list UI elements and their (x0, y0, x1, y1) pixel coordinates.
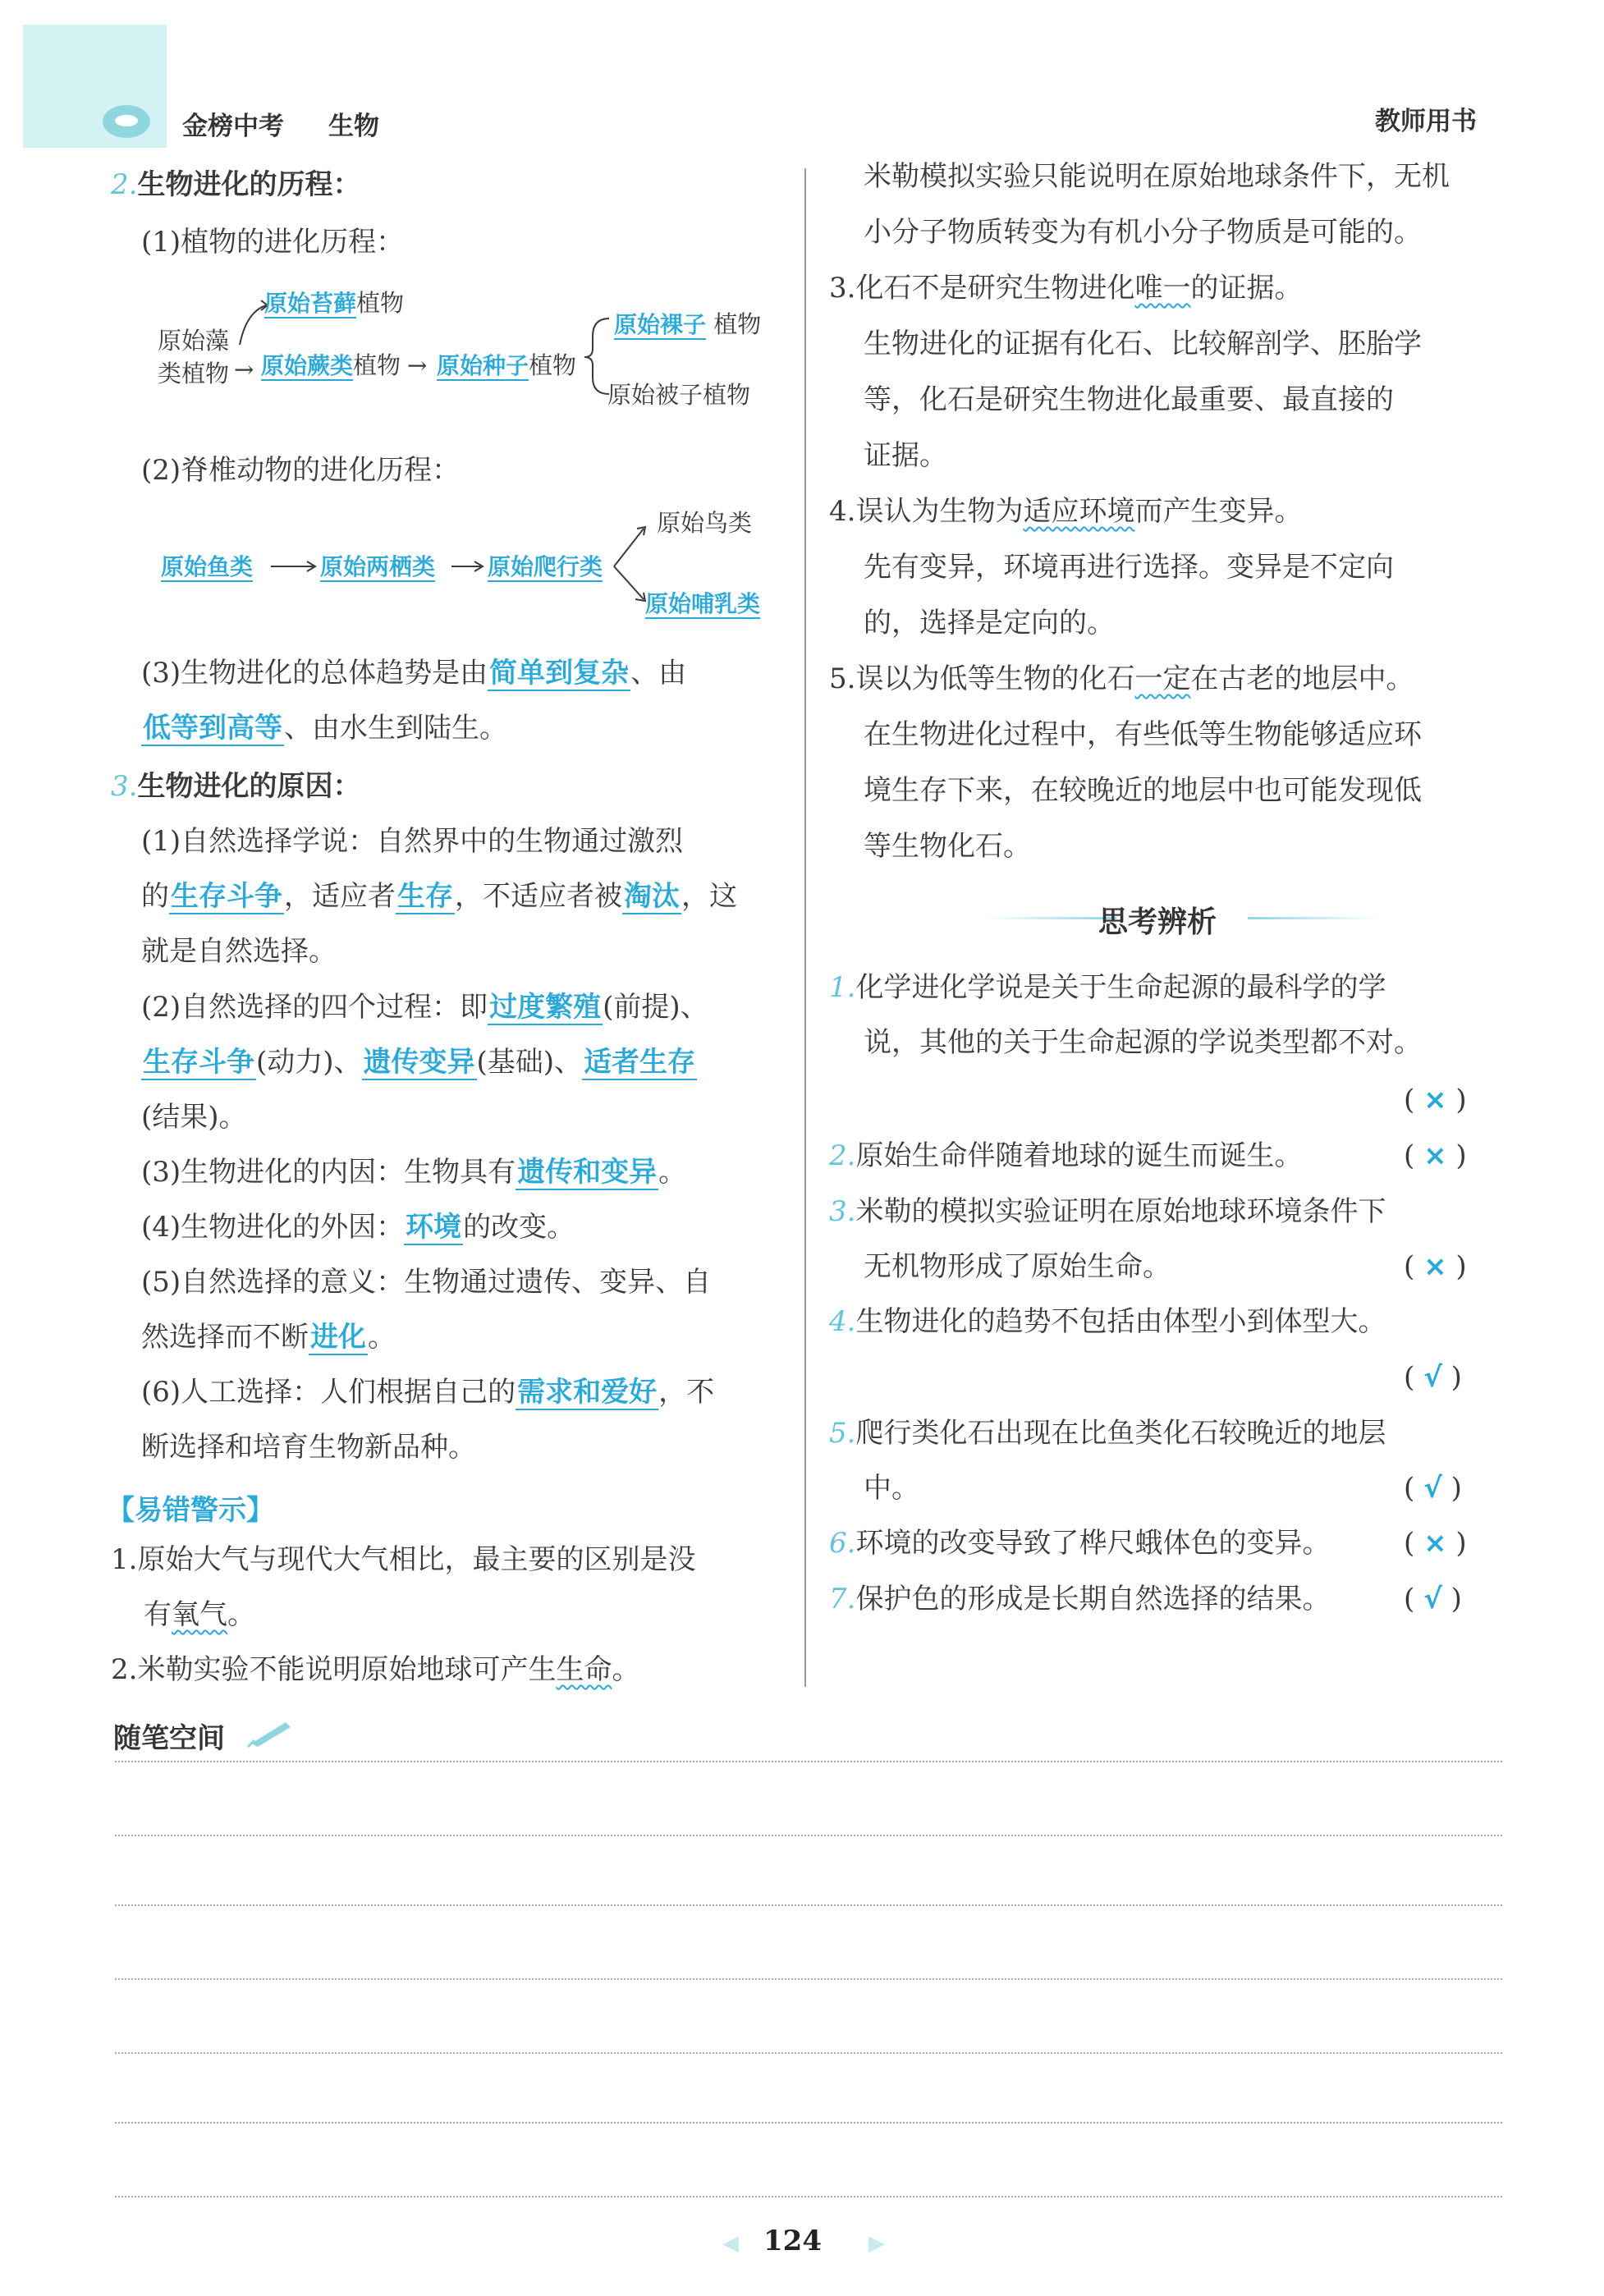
amphibian-node: 原始两栖类 (320, 553, 436, 580)
external-cause-line: (4)生物进化的外因：环境的改变。 (141, 1211, 575, 1244)
teacher-book-label: 教师用书 (1375, 107, 1477, 136)
note-line (115, 2052, 1502, 2054)
warning-3-line: 3.化石不是研究生物进化唯一的证据。 (829, 272, 1303, 305)
warning-1-line-2: 有氧气。 (144, 1598, 255, 1631)
seed-node: 原始种子植物 (437, 351, 577, 379)
error-warning-heading: 【易错警示】 (107, 1494, 274, 1527)
question-3-line-1: 3.米勒的模拟实验证明在原始地球环境条件下 (829, 1195, 1386, 1228)
note-line (115, 2196, 1502, 2197)
note-line (115, 1761, 1502, 1762)
question-4-answer: ( √ ) (1404, 1361, 1462, 1394)
think-heading-rule-left (985, 917, 1116, 919)
natural-selection-line-1: (1)自然选择学说：自然界中的生物通过激烈 (141, 825, 684, 858)
section-2-heading: 2.生物进化的历程： (111, 168, 361, 201)
natural-selection-line-3: 就是自然选择。 (141, 935, 337, 968)
warning-4-line: 4.误认为生物为适应环境而产生变异。 (829, 495, 1303, 528)
artificial-selection-line-1: (6)人工选择：人们根据自己的需求和爱好，不 (141, 1376, 715, 1409)
fish-node: 原始鱼类 (161, 553, 254, 580)
question-5-line-2: 中。 (864, 1472, 919, 1505)
gymnosperm-node: 原始裸子 植物 (614, 310, 762, 338)
section-3-heading: 3.生物进化的原因： (111, 770, 361, 803)
right-text-line-4: 生物进化的证据有化石、比较解剖学、胚胎学 (864, 328, 1422, 360)
plant-origin-label: 原始藻 (158, 327, 230, 355)
right-text-line-1: 米勒模拟实验只能说明在原始地球条件下，无机 (864, 160, 1450, 193)
note-line (115, 1904, 1502, 1906)
think-heading-rule-right (1248, 917, 1379, 919)
question-1-answer: ( × ) (1404, 1084, 1467, 1116)
question-6-answer: ( × ) (1404, 1527, 1467, 1560)
natural-selection-line-2: 的生存斗争，适应者生存，不适应者被淘汰，这 (141, 880, 737, 913)
subject-name: 生物 (328, 112, 379, 141)
warning-5-line: 5.误以为低等生物的化石一定在古老的地层中。 (829, 662, 1414, 695)
fern-node: 原始蕨类植物 (261, 351, 401, 379)
four-process-line-3: (结果)。 (141, 1101, 247, 1134)
internal-cause-line: (3)生物进化的内因：生物具有遗传和变异。 (141, 1156, 687, 1189)
note-line (115, 1835, 1502, 1836)
right-text-line-5: 等，化石是研究生物进化最重要、最直接的 (864, 383, 1394, 416)
question-3-answer: ( × ) (1404, 1250, 1467, 1283)
page-number: 124 (763, 2225, 822, 2257)
right-text-line-13: 等生物化石。 (864, 830, 1031, 863)
trend-line-1: (3)生物进化的总体趋势是由简单到复杂、由 (141, 657, 687, 690)
four-process-line-1: (2)自然选择的四个过程：即过度繁殖(前提)、 (141, 991, 708, 1024)
note-line (115, 1978, 1502, 1980)
question-7-line: 7.保护色的形成是长期自然选择的结果。 (829, 1583, 1331, 1615)
right-text-line-12: 境生存下来，在较晚近的地层中也可能发现低 (864, 774, 1422, 807)
fish-shape (115, 115, 138, 126)
angiosperm-node: 原始被子植物 (607, 381, 751, 409)
question-1-line-1: 1.化学进化学说是关于生命起源的最科学的学 (829, 971, 1386, 1004)
note-line (115, 2122, 1502, 2124)
warning-2-line: 2.米勒实验不能说明原始地球可产生生命。 (111, 1653, 640, 1686)
arrow-icon: → (407, 351, 428, 379)
right-text-line-8: 先有变异，环境再进行选择。变异是不定向 (864, 551, 1394, 584)
question-2-line: 2.原始生命伴随着地球的诞生而诞生。 (829, 1139, 1303, 1172)
significance-line-1: (5)自然选择的意义：生物通过遗传、变异、自 (141, 1266, 712, 1299)
trend-line-2: 低等到高等、由水生到陆生。 (143, 712, 507, 745)
question-3-line-2: 无机物形成了原始生命。 (864, 1250, 1171, 1283)
notes-heading: 随笔空间 (113, 1722, 225, 1755)
page-left-arrow-icon: ◀ (722, 2231, 739, 2256)
pen-icon (246, 1716, 297, 1748)
question-4-line: 4.生物进化的趋势不包括由体型小到体型大。 (829, 1305, 1386, 1338)
question-2-answer: ( × ) (1404, 1139, 1467, 1172)
arrow-icon (450, 558, 486, 575)
think-heading: 思考辨析 (1098, 905, 1217, 939)
page-right-arrow-icon: ▶ (868, 2231, 885, 2256)
column-divider (804, 168, 806, 1687)
significance-line-2: 然选择而不断进化。 (141, 1321, 396, 1354)
question-5-line-1: 5.爬行类化石出现在比鱼类化石较晚近的地层 (829, 1417, 1386, 1450)
right-text-line-11: 在生物进化过程中，有些低等生物能够适应环 (864, 718, 1422, 751)
right-text-line-2: 小分子物质转变为有机小分子物质是可能的。 (864, 216, 1422, 249)
arrow-icon: → (234, 355, 254, 383)
warning-1-line-1: 1.原始大气与现代大气相比，最主要的区别是没 (111, 1543, 696, 1576)
question-6-line: 6.环境的改变导致了桦尺蛾体色的变异。 (829, 1527, 1331, 1560)
plant-evolution-title: (1)植物的进化历程： (141, 226, 405, 259)
reptile-node: 原始爬行类 (488, 553, 603, 580)
plant-origin-label-2: 类植物 (158, 360, 230, 387)
mammal-node: 原始哺乳类 (645, 590, 761, 617)
question-7-answer: ( √ ) (1404, 1583, 1462, 1615)
four-process-line-2: 生存斗争(动力)、遗传变异(基础)、适者生存 (143, 1046, 696, 1079)
moss-node: 原始苔藓植物 (264, 289, 405, 317)
question-1-line-2: 说，其他的关于生命起源的学说类型都不对。 (864, 1026, 1422, 1059)
question-5-answer: ( √ ) (1404, 1472, 1462, 1505)
right-text-line-9: 的，选择是定向的。 (864, 607, 1115, 639)
brand-name: 金榜中考 (182, 112, 284, 141)
bird-node: 原始鸟类 (657, 509, 753, 537)
right-text-line-6: 证据。 (864, 439, 947, 472)
arrow-icon (269, 558, 319, 575)
animal-evolution-title: (2)脊椎动物的进化历程： (141, 454, 461, 487)
artificial-selection-line-2: 断选择和培育生物新品种。 (141, 1431, 476, 1464)
